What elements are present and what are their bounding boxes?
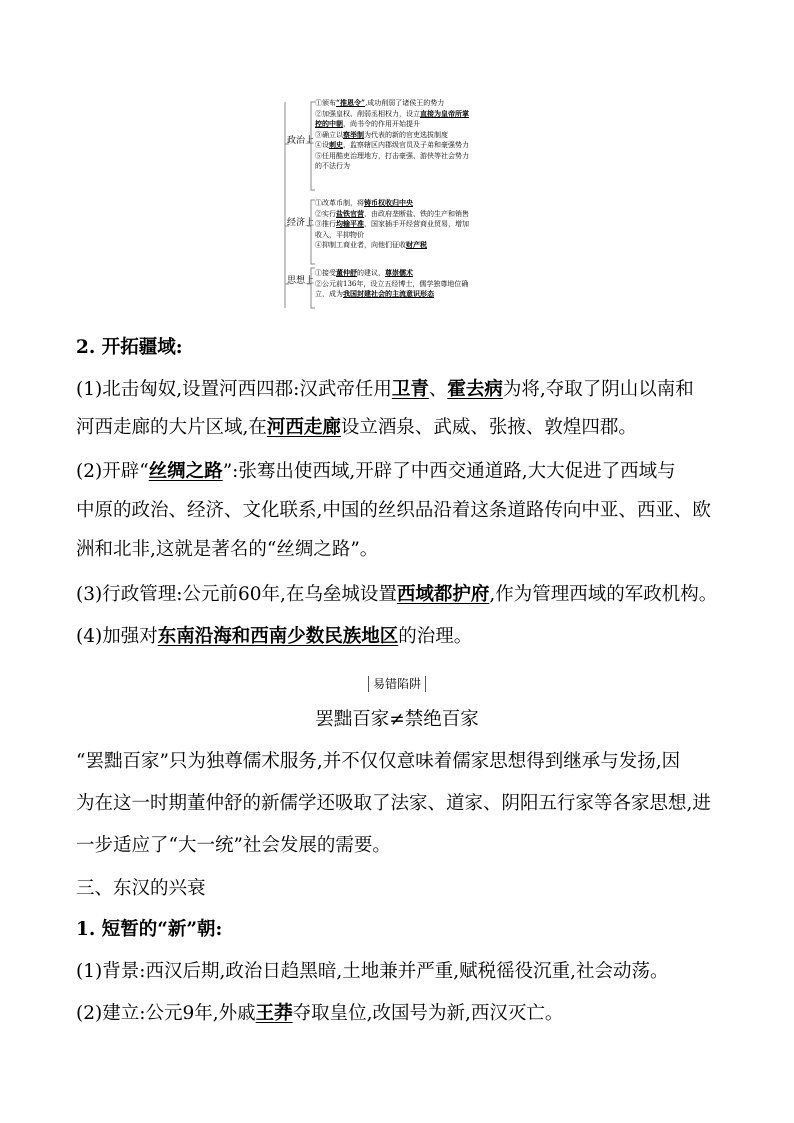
mindmap-keyword: 直接为皇帝所掌	[420, 108, 469, 118]
mindmap-keyword: 察举制	[343, 129, 364, 139]
mindmap-text: 的建议，	[357, 269, 385, 277]
keyword-huo-qubing: 霍去病	[447, 379, 503, 400]
mindmap-thought-item	[315, 268, 511, 279]
mindmap-text: ②公元前136年，设立五经博士，儒学独尊地位确	[315, 279, 469, 288]
mindmap-keyword: 我国封建社会的主流意识形态	[343, 289, 434, 298]
section-3-heading: 三、东汉的兴衰	[76, 878, 206, 899]
trap-line-3: 一步适应了“大一统”社会发展的需要。	[76, 835, 391, 856]
section-2-para-2-line-1	[76, 460, 676, 484]
mindmap-politics-items	[315, 98, 511, 172]
trap-tag-label: 易错陷阱	[368, 676, 426, 692]
mindmap-text: ，国家插手开经营商业贸易，增加	[364, 220, 469, 228]
mindmap-category-thought: 思想上	[287, 276, 315, 286]
mindmap-politics-item	[315, 140, 511, 151]
section-2-para-2-line-3: 洲和北非,这就是著名的“丝绸之路”。	[76, 539, 379, 560]
section-2-para-4	[76, 625, 472, 649]
mindmap-keyword: 董仲舒	[336, 268, 357, 277]
text-run: 夺取皇位,改国号为新,西汉灭亡。	[292, 1003, 564, 1024]
text-run: (3)行政管理:公元前60年,在乌垒城设置	[76, 584, 397, 605]
mindmap-text: ②加强皇权、削弱丞相权力，设立	[315, 109, 420, 118]
mindmap-politics-item	[315, 109, 511, 120]
text-run: 设立酒泉、武威、张掖、敦煌四郡。	[340, 417, 637, 438]
section-2-para-3	[76, 583, 717, 607]
mindmap-text: ⑤任用酷吏治理地方，打击豪强、游侠等社会势力	[315, 151, 469, 160]
mindmap-keyword: “推恩令”	[336, 98, 366, 107]
mindmap-politics-item	[315, 161, 511, 172]
text-run: (2)开辟“	[76, 461, 149, 482]
trap-line-1: “罢黜百家”只为独尊儒术服务,并不仅仅意味着儒家思想得到继承与发扬,因	[76, 751, 681, 772]
mindmap-text: ③推行	[315, 220, 336, 228]
mindmap-category-politics: 政治上	[287, 136, 315, 146]
mindmap-text: ①颁布	[315, 99, 336, 107]
text-run: (2)建立:公元9年,外戚	[76, 1003, 256, 1024]
keyword-wang-mang: 王莽	[255, 1003, 293, 1024]
mindmap-economy-item	[315, 230, 511, 241]
mindmap-politics-item	[315, 119, 511, 130]
mindmap-text: ④设	[315, 141, 329, 149]
mindmap-keyword: 控的中朝	[315, 119, 343, 128]
mindmap-keyword: 铸币权收归中央	[364, 198, 413, 207]
mindmap-text: ④抑制工商业者，向他们征收	[315, 241, 406, 249]
mindmap-thought-items	[315, 268, 511, 300]
mindmap-politics-item	[315, 98, 511, 109]
mindmap-keyword: 财产税	[406, 240, 427, 249]
mindmap-economy-item	[315, 198, 511, 209]
mindmap-text: ②实行	[315, 209, 336, 218]
mindmap-thought-item	[315, 279, 511, 290]
text-run: ”:张骞出使西域,开辟了中西交通道路,大大促进了西域与	[222, 461, 676, 482]
section-2-para-1-line-2	[76, 416, 637, 440]
mindmap-text: ①接受	[315, 269, 336, 277]
section-3-para-2	[76, 1002, 563, 1026]
text-run: (1)北击匈奴,设置河西四郡:汉武帝任用	[76, 379, 392, 400]
section-2-para-1-line-1	[76, 378, 694, 402]
mindmap-text: ①改革币制，将	[315, 199, 364, 207]
mindmap-text: 收入，平抑物价	[315, 230, 364, 239]
mindmap-politics-item	[315, 130, 511, 141]
keyword-silk-road: 丝绸之路	[148, 461, 223, 482]
mindmap-keyword: 均输平准	[336, 219, 364, 228]
section-2-para-2-line-2: 中原的政治、经济、文化联系,中国的丝织品沿着这条道路传向中亚、西亚、欧	[76, 500, 711, 521]
mindmap-text: ，尚书令的作用开始提升	[343, 120, 420, 128]
keyword-wei-qing: 卫青	[391, 379, 429, 400]
policy-mindmap	[283, 98, 513, 310]
mindmap-text: ③确立以	[315, 130, 343, 139]
mindmap-thought-item	[315, 289, 511, 300]
mindmap-economy-item	[315, 209, 511, 220]
trap-tag	[0, 676, 794, 692]
text-run: 、	[428, 379, 448, 400]
mindmap-text: ，监察辖区内郡级官员及子弟和豪强势力	[343, 141, 469, 149]
keyword-southeast-southwest-regions: 东南沿海和西南少数民族地区	[157, 626, 399, 647]
mindmap-economy-items	[315, 198, 511, 251]
mindmap-category-economy: 经济上	[287, 218, 315, 228]
text-run: 为将,夺取了阴山以南和	[502, 379, 694, 400]
mindmap-economy-item	[315, 219, 511, 230]
trap-line-2: 为在这一时期董仲舒的新儒学还吸取了法家、道家、阴阳五行家等各家思想,进	[76, 793, 711, 814]
mindmap-politics-item	[315, 151, 511, 162]
section-3-para-1: (1)背景:西汉后期,政治日趋黑暗,土地兼并严重,赋税徭役沉重,社会动荡。	[76, 961, 669, 982]
text-run: 的治理。	[398, 626, 473, 647]
text-run: 河西走廊的大片区域,在	[76, 417, 267, 438]
mindmap-text: ，由政府垄断盐、铁的生产和销售	[364, 209, 469, 218]
trap-title: 罢黜百家≠禁绝百家	[315, 709, 479, 730]
text-run: ,作为管理西域的军政机构。	[489, 584, 718, 605]
mindmap-text: ,成功削弱了诸侯王的势力	[365, 99, 445, 107]
keyword-western-regions-protectorate: 西域都护府	[396, 584, 490, 605]
mindmap-keyword: 盐铁官营	[336, 208, 364, 218]
mindmap-text: 的不法行为	[315, 162, 350, 170]
section-3-subheading: 1. 短暂的“新”朝:	[76, 919, 223, 940]
section-2-title: 2. 开拓疆域:	[76, 337, 183, 358]
mindmap-text: 立，成为	[315, 290, 343, 298]
mindmap-keyword: 尊崇儒术	[385, 268, 413, 277]
keyword-hexi-corridor: 河西走廊	[266, 417, 341, 438]
mindmap-economy-item	[315, 240, 511, 251]
text-run: (4)加强对	[76, 626, 158, 647]
mindmap-keyword: 刺史	[329, 140, 343, 149]
mindmap-text: 为代表的新的官吏选拔制度	[364, 130, 448, 139]
